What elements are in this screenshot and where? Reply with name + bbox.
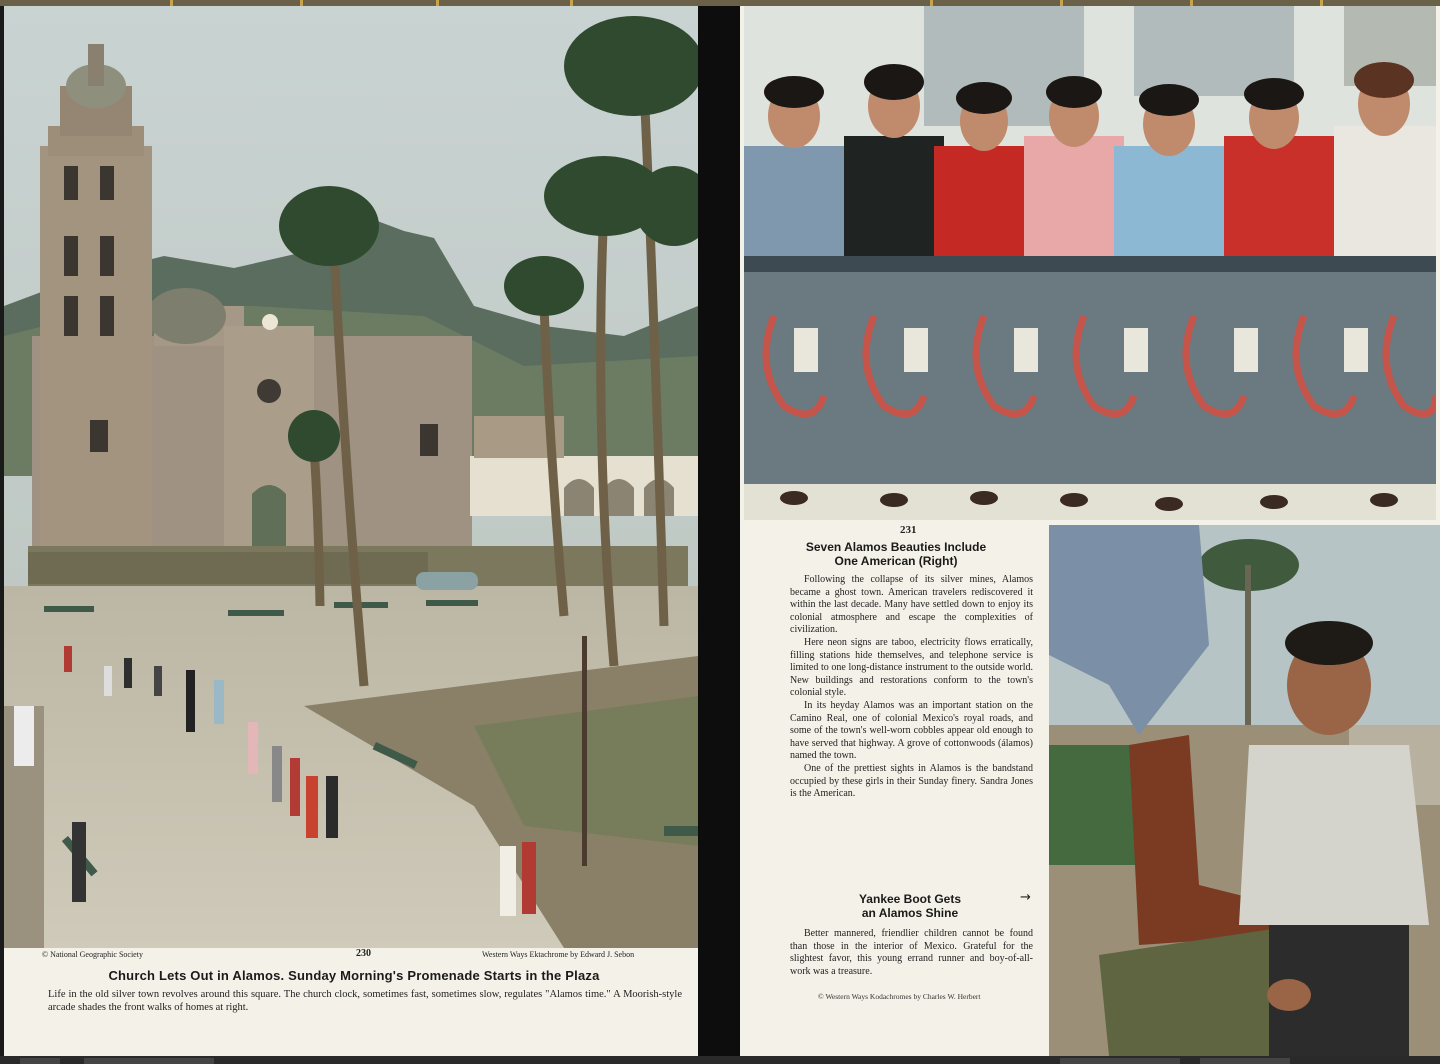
article-paragraph: One of the prettiest sights in Alamos is the bandstand occupied by these girls in their Sunday finery. Sandra Jones is the American. (790, 762, 1033, 800)
right-page (740, 6, 1440, 1056)
beauties-article-body (790, 574, 1033, 801)
page-number-left: 230 (356, 948, 371, 959)
church-plaza-photo (4, 6, 698, 948)
photo-credit-left: Western Ways Ektachrome by Edward J. Sebon (482, 950, 635, 959)
bandstand-girls-photo (744, 6, 1436, 520)
article-paragraph: In its heyday Alamos was an important station on the Camino Real, one of colonial Mexico's royal roads, and some of the town's well-worn cobbles appear old enough to have served that highway. A grove of cottonwoods (álamos) named the town. (790, 699, 1033, 762)
boot-heading-line1: Yankee Boot Gets (858, 892, 962, 906)
book-gutter (698, 6, 740, 1056)
beauties-heading (776, 540, 1016, 568)
photo-credit-right: © Western Ways Kodachromes by Charles W. Herbert (818, 992, 981, 1001)
left-page (4, 6, 698, 1056)
shoeshine-boy-photo (1049, 525, 1440, 1056)
boot-heading-line2: an Alamos Shine (861, 906, 959, 920)
scan-bottom-bar (0, 1056, 1440, 1064)
beauties-heading-line2: One American (Right) (834, 554, 958, 568)
article-paragraph: Here neon signs are taboo, electricity flows erratically, filling stations hide themselves, and telephone service is limited to one long-distance instrument to the outside world. New buildings and restorations conform to the town's colonial style. (790, 636, 1033, 699)
church-caption-body: Life in the old silver town revolves around this square. The church clock, sometimes fast, sometimes slow, regulates "Alamos time." A Moorish-style arcade shades the front walks of homes at right. (48, 989, 682, 1013)
copyright-notice: © National Geographic Society (42, 950, 143, 959)
boot-heading (820, 892, 1000, 920)
boot-article-body (790, 928, 1033, 978)
beauties-heading-line1: Seven Alamos Beauties Include (805, 540, 987, 554)
article-paragraph: Better mannered, friendlier children cannot be found than those in the interior of Mexico. Grateful for the slightest favor, this young errand runner and boy-of-all-work was a treasure. (790, 928, 1033, 977)
article-paragraph: Following the collapse of its silver mines, Alamos became a ghost town. American travelers rediscovered it within the last decade. Many have settled down to enjoy its colonial atmosphere and escape the complexities of civilization. (790, 574, 1033, 636)
page-number-right: 231 (900, 524, 917, 536)
right-arrow-icon: → (1020, 890, 1031, 905)
church-caption-title: Church Lets Out in Alamos. Sunday Morning's Promenade Starts in the Plaza (108, 968, 600, 983)
